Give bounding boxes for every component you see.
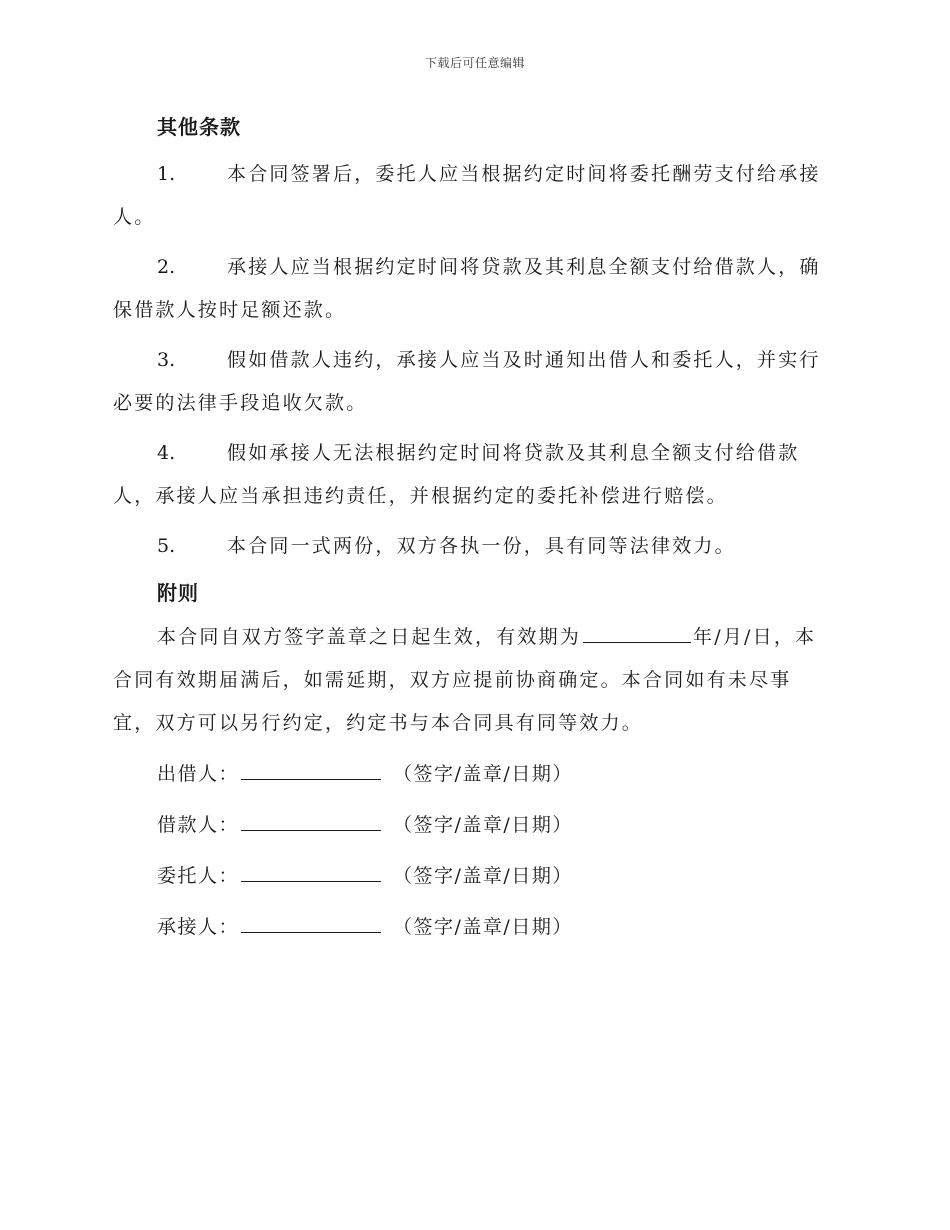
signature-blank bbox=[241, 814, 381, 831]
clause-number: 5. bbox=[157, 535, 176, 557]
clause-number: 3. bbox=[157, 349, 176, 371]
clause-number: 1. bbox=[157, 163, 176, 185]
signature-blank bbox=[241, 865, 381, 882]
section-title-other-terms: 其他条款 bbox=[157, 115, 241, 139]
signature-role: 借款人： bbox=[157, 814, 240, 836]
clause-text: 假如承接人无法根据约定时间将贷款及其利息全额支付给借款人，承接人应当承担违约责任，并根据约定的委托补偿进行赔偿。 bbox=[113, 442, 800, 507]
signature-role: 承接人： bbox=[157, 916, 240, 938]
clause-4 bbox=[113, 432, 833, 518]
clause-text: 承接人应当根据约定时间将贷款及其利息全额支付给借款人，确保借款人按时足额还款。 bbox=[113, 256, 821, 321]
signature-blank bbox=[241, 763, 381, 780]
clause-3 bbox=[113, 339, 833, 425]
section-title-appendix: 附则 bbox=[157, 581, 199, 605]
signature-blank bbox=[241, 916, 381, 933]
signature-line-principal bbox=[157, 855, 833, 906]
appendix-paragraph bbox=[113, 616, 833, 745]
signature-note: （签字/盖章/日期） bbox=[393, 865, 573, 887]
clause-number: 4. bbox=[157, 442, 176, 464]
clause-text: 假如借款人违约，承接人应当及时通知出借人和委托人，并实行必要的法律手段追收欠款。 bbox=[113, 349, 821, 414]
document-body bbox=[113, 108, 833, 957]
clause-5 bbox=[113, 525, 833, 568]
signature-note: （签字/盖章/日期） bbox=[393, 763, 573, 785]
signature-line-undertaker bbox=[157, 906, 833, 957]
clause-1 bbox=[113, 153, 833, 239]
validity-period-blank bbox=[583, 624, 691, 643]
signature-note: （签字/盖章/日期） bbox=[393, 916, 573, 938]
clause-2 bbox=[113, 246, 833, 332]
signature-line-lender bbox=[157, 753, 833, 804]
appendix-text-end: 年/月/日，本合同有效期届满后，如需延期，双方应提前协商确定。本合同如有未尽事宜，双方可以另行约定，约定书与本合同具有同等效力。 bbox=[113, 626, 817, 734]
clause-text: 本合同一式两份，双方各执一份，具有同等法律效力。 bbox=[227, 535, 736, 557]
clause-text: 本合同签署后，委托人应当根据约定时间将委托酬劳支付给承接人。 bbox=[113, 163, 821, 228]
signature-role: 委托人： bbox=[157, 865, 240, 887]
appendix-text-start: 本合同自双方签字盖章之日起生效，有效期为 bbox=[157, 626, 582, 648]
signature-role: 出借人： bbox=[157, 763, 240, 785]
header-note: 下载后可任意编辑 bbox=[424, 56, 525, 70]
clause-number: 2. bbox=[157, 256, 176, 278]
signature-line-borrower bbox=[157, 804, 833, 855]
signature-note: （签字/盖章/日期） bbox=[393, 814, 573, 836]
